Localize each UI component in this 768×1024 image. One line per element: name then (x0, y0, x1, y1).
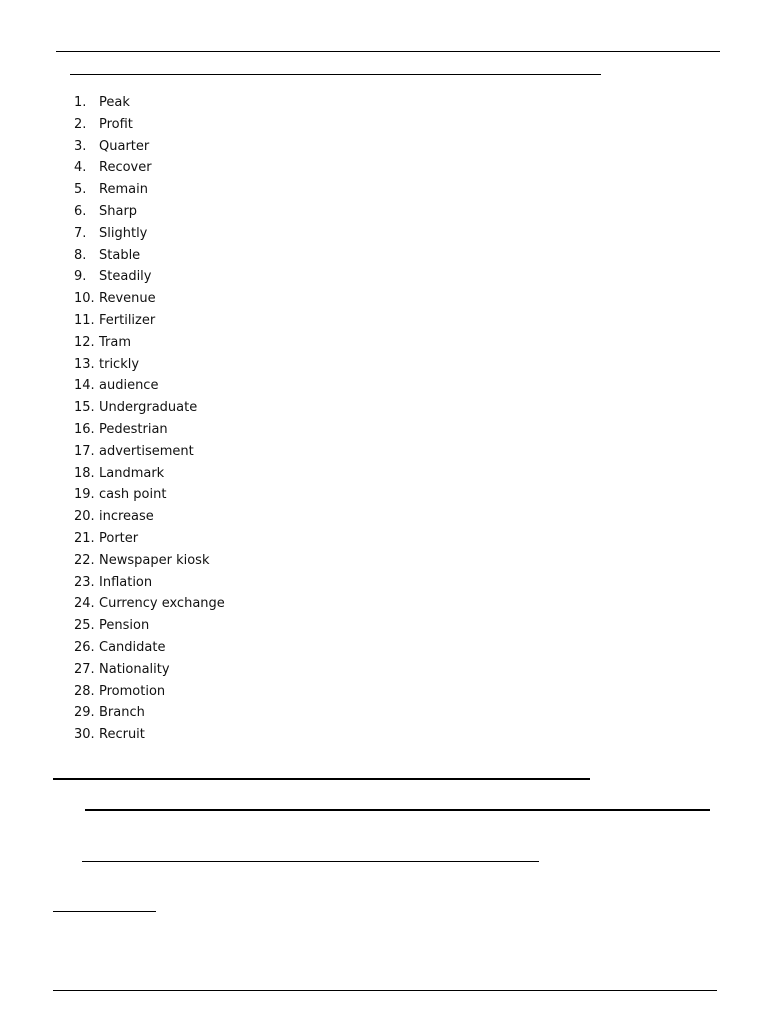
list-item-word: Tram (99, 334, 132, 350)
blank-answer-line-short (53, 911, 156, 912)
list-item-number: 12. (74, 334, 95, 350)
list-item-number: 10. (74, 291, 95, 307)
list-item (74, 157, 225, 179)
list-item-word: Recruit (99, 727, 145, 743)
list-item-number: 8. (74, 247, 87, 263)
list-item-number: 24. (74, 596, 95, 612)
list-item-word: Porter (99, 530, 139, 546)
list-item-number: 23. (74, 574, 95, 590)
list-item-word: Newspaper kiosk (99, 552, 210, 568)
list-item (74, 223, 225, 245)
list-item-number: 9. (74, 269, 87, 285)
list-item-number: 21. (74, 530, 95, 546)
blank-answer-line-1 (53, 778, 590, 780)
list-item (74, 506, 225, 528)
list-item (74, 397, 225, 419)
list-item-word: cash point (99, 487, 167, 503)
vocabulary-list (74, 92, 225, 746)
list-item-number: 15. (74, 400, 95, 416)
list-item (74, 136, 225, 158)
list-item (74, 637, 225, 659)
list-item-number: 14. (74, 378, 95, 394)
list-item-number: 29. (74, 705, 95, 721)
list-item-word: increase (99, 509, 154, 525)
list-item (74, 288, 225, 310)
bottom-horizontal-rule (53, 990, 717, 991)
list-item-number: 2. (74, 116, 87, 132)
list-item (74, 92, 225, 114)
blank-title-line (70, 74, 601, 75)
list-item (74, 528, 225, 550)
list-item-number: 26. (74, 639, 95, 655)
list-item-number: 19. (74, 487, 95, 503)
list-item-number: 5. (74, 182, 87, 198)
blank-answer-line-3 (82, 861, 539, 862)
top-horizontal-rule (56, 51, 720, 52)
list-item (74, 201, 225, 223)
list-item (74, 354, 225, 376)
list-item-number: 4. (74, 160, 87, 176)
list-item (74, 310, 225, 332)
list-item-number: 11. (74, 312, 95, 328)
list-item-word: Undergraduate (99, 400, 198, 416)
list-item (74, 724, 225, 746)
list-item (74, 441, 225, 463)
list-item-word: advertisement (99, 443, 194, 459)
list-item (74, 593, 225, 615)
list-item-word: Slightly (99, 225, 148, 241)
list-item-word: Fertilizer (99, 312, 156, 328)
list-item-number: 3. (74, 138, 87, 154)
list-item-number: 16. (74, 421, 95, 437)
list-item (74, 179, 225, 201)
list-item-number: 22. (74, 552, 95, 568)
list-item (74, 114, 225, 136)
blank-answer-line-2 (85, 809, 710, 811)
list-item-number: 20. (74, 509, 95, 525)
list-item-word: Quarter (99, 138, 150, 154)
list-item-word: Stable (99, 247, 141, 263)
list-item (74, 615, 225, 637)
list-item-number: 17. (74, 443, 95, 459)
list-item-word: Inflation (99, 574, 153, 590)
list-item-number: 1. (74, 95, 87, 110)
list-item (74, 419, 225, 441)
list-item (74, 681, 225, 703)
list-item-number: 25. (74, 618, 95, 634)
list-item-word: Revenue (99, 291, 156, 307)
list-item-word: Peak (99, 95, 130, 110)
list-item-word: Remain (99, 182, 148, 198)
list-item-word: Currency exchange (99, 596, 225, 612)
list-item-word: audience (99, 378, 159, 394)
list-item (74, 484, 225, 506)
list-item-word: Candidate (99, 639, 166, 655)
list-item-number: 30. (74, 727, 95, 743)
list-item-number: 6. (74, 203, 87, 219)
list-item-word: Steadily (99, 269, 152, 285)
list-item-word: Pedestrian (99, 421, 168, 437)
list-item-number: 13. (74, 356, 95, 372)
list-item (74, 266, 225, 288)
list-item (74, 463, 225, 485)
list-item (74, 375, 225, 397)
list-item-word: Nationality (99, 661, 170, 677)
list-item-word: Branch (99, 705, 145, 721)
list-item-word: Landmark (99, 465, 165, 481)
list-item-word: trickly (99, 356, 140, 372)
list-item (74, 702, 225, 724)
list-item-word: Sharp (99, 203, 138, 219)
list-item-word: Recover (99, 160, 152, 176)
list-item-word: Pension (99, 618, 150, 634)
list-item-number: 7. (74, 225, 87, 241)
list-item-number: 18. (74, 465, 95, 481)
list-item (74, 332, 225, 354)
list-item (74, 659, 225, 681)
list-item (74, 550, 225, 572)
list-item-word: Promotion (99, 683, 166, 699)
list-item-number: 28. (74, 683, 95, 699)
list-item-word: Profit (99, 116, 133, 132)
list-item (74, 572, 225, 594)
list-item (74, 245, 225, 267)
list-item-number: 27. (74, 661, 95, 677)
